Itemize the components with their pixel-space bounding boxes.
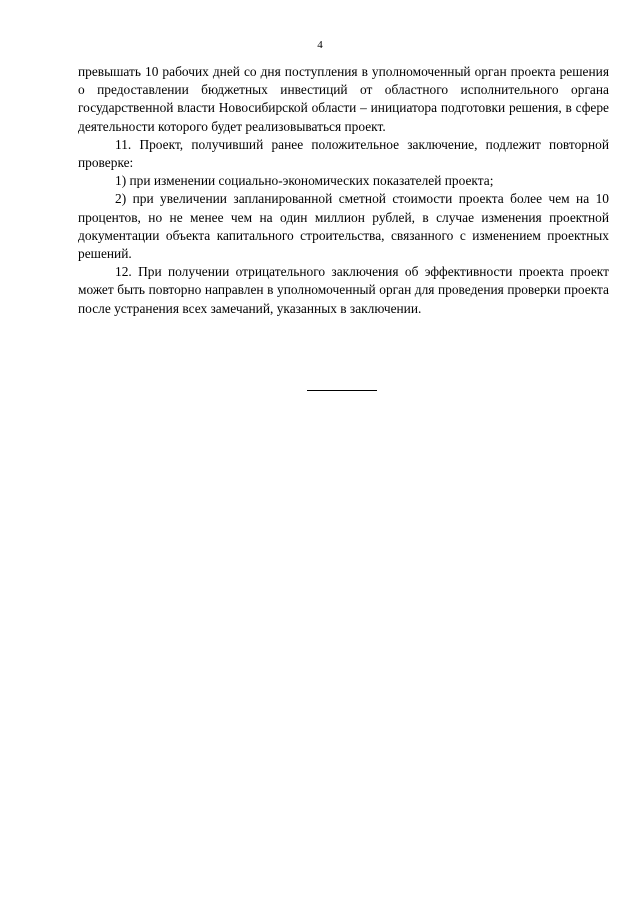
paragraph-subitem-2: 2) при увеличении запланированной сметной стоимости проекта более чем на 10 процентов, но не менее чем на один миллион рублей, в случае изменения проектной документации объекта капитального строительства, связанного с изменением проектных решений.	[78, 191, 609, 262]
paragraph-continuation: превышать 10 рабочих дней со дня поступления в уполномоченный орган проекта решения о предоставлении бюджетных инвестиций от областного исполнительного органа государственной власти Новосибирской области – инициатора подготовки решения, в сфере деятельности которого будет реализовываться проект.	[78, 64, 609, 134]
paragraph-subitem-1: 1) при изменении социально-экономических показателей проекта;	[115, 173, 494, 189]
page-number: 4	[317, 39, 323, 51]
paragraph-item-11: 11. Проект, получивший ранее положительное заключение, подлежит повторной проверке:	[78, 136, 609, 171]
paragraph-item-12: 12. При получении отрицательного заключения об эффективности проекта проект может быть повторно направлен в уполномоченный орган для проведения проверки проекта после устранения всех замечаний, указанных в заключении.	[78, 264, 609, 316]
end-separator-line	[307, 390, 377, 391]
document-body	[78, 63, 609, 318]
